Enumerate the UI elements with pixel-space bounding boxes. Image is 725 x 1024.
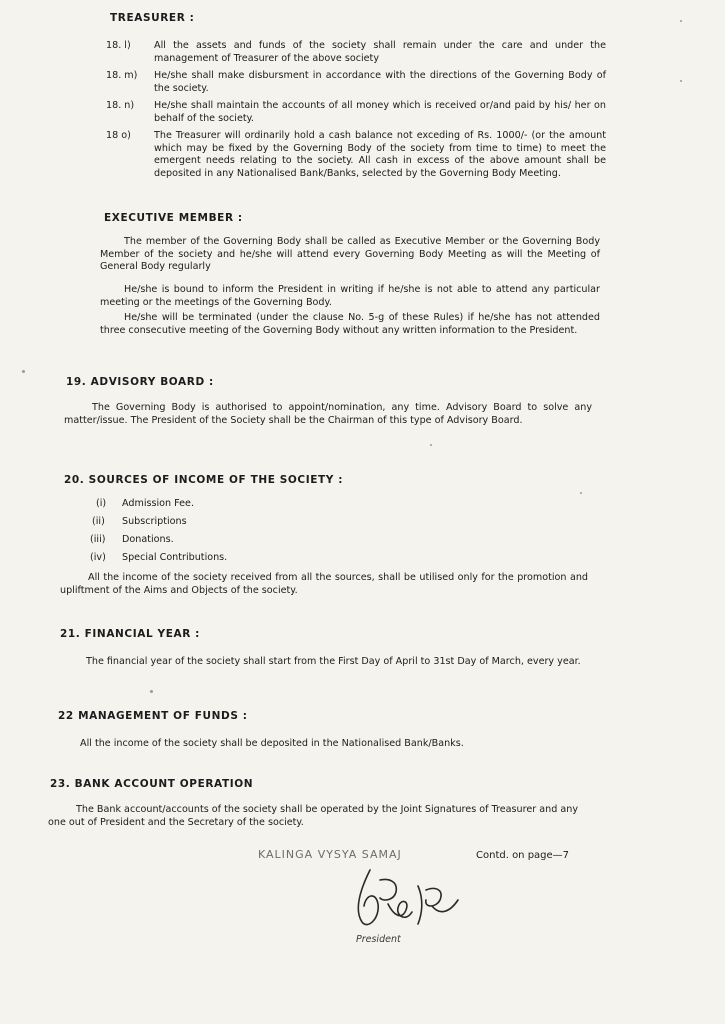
scan-speck [580, 492, 582, 494]
bank-heading: 23. BANK ACCOUNT OPERATION [50, 778, 254, 790]
income-item-label: Special Contributions. [122, 552, 228, 563]
advisory-paragraph: The Governing Body is authorised to appoint/nomination, any time. Advisory Board to solve any matter/issue. The President of the Society shall be the Chairman of this type of Advisory Board. [64, 402, 592, 426]
scan-speck [22, 370, 25, 373]
income-item-number: (ii) [92, 516, 105, 527]
funds-paragraph: All the income of the society shall be deposited in the Nationalised Bank/Banks. [80, 738, 464, 749]
clause-number: 18 o) [106, 130, 131, 141]
signature-icon [340, 860, 480, 938]
funds-heading: 22 MANAGEMENT OF FUNDS : [58, 710, 248, 722]
executive-paragraph: He/she is bound to inform the President in writing if he/she is not able to attend any particular meeting or the meetings of the Governing Body. [100, 284, 600, 308]
scan-speck [150, 690, 153, 693]
scan-speck [680, 20, 682, 22]
income-paragraph: All the income of the society received from all the sources, shall be utilised only for the promotion and upliftment of the Aims and Objects of the society. [60, 572, 588, 596]
financial-year-paragraph: The financial year of the society shall start from the First Day of April to 31st Day of March, every year. [86, 656, 581, 667]
scan-speck [430, 444, 432, 446]
clause-number: 18. l) [106, 40, 131, 51]
bank-paragraph: The Bank account/accounts of the society shall be operated by the Joint Signatures of Treasurer and any one out of President and the Secretary of the society. [48, 804, 578, 828]
income-heading: 20. SOURCES OF INCOME OF THE SOCIETY : [64, 474, 344, 486]
treasurer-heading: TREASURER : [110, 12, 195, 24]
clause-text: All the assets and funds of the society shall remain under the care and under the management of Treasurer of the above society [154, 40, 606, 64]
society-stamp: KALINGA VYSYA SAMAJ [258, 848, 402, 861]
income-item-number: (i) [96, 498, 107, 509]
clause-text: The Treasurer will ordinarily hold a cash balance not exceding of Rs. 1000/- (or the amount which may be fixed by the Governing Body of the society from time to time) to meet the emergent needs relating to the society. All cash in excess of the above amount shall be deposited in any Nationalised Bank/Banks, selected by the Governing Body Meeting. [154, 130, 606, 179]
income-item-label: Subscriptions [122, 516, 187, 527]
executive-paragraph: The member of the Governing Body shall be called as Executive Member or the Governing Body Member of the society and he/she will attend every Governing Body Meeting as will the Meeting of General Body regularly [100, 236, 600, 273]
clause-number: 18. n) [106, 100, 135, 111]
clause-text: He/she shall maintain the accounts of all money which is received or/and paid by his/ her on behalf of the society. [154, 100, 606, 124]
clause-text: He/she shall make disbursment in accordance with the directions of the Governing Body of the society. [154, 70, 606, 94]
income-item-number: (iv) [90, 552, 106, 563]
income-item-label: Donations. [122, 534, 174, 545]
advisory-heading: 19. ADVISORY BOARD : [66, 376, 214, 388]
continued-note: Contd. on page—7 [476, 850, 570, 861]
scan-speck [680, 80, 682, 82]
income-item-label: Admission Fee. [122, 498, 195, 509]
signature-label: President [356, 934, 401, 945]
financial-year-heading: 21. FINANCIAL YEAR : [60, 628, 200, 640]
executive-heading: EXECUTIVE MEMBER : [104, 212, 243, 224]
executive-paragraph: He/she will be terminated (under the clause No. 5-g of these Rules) if he/she has not attended three consecutive meeting of the Governing Body without any written information to the President. [100, 312, 600, 336]
income-item-number: (iii) [90, 534, 106, 545]
clause-number: 18. m) [106, 70, 138, 81]
